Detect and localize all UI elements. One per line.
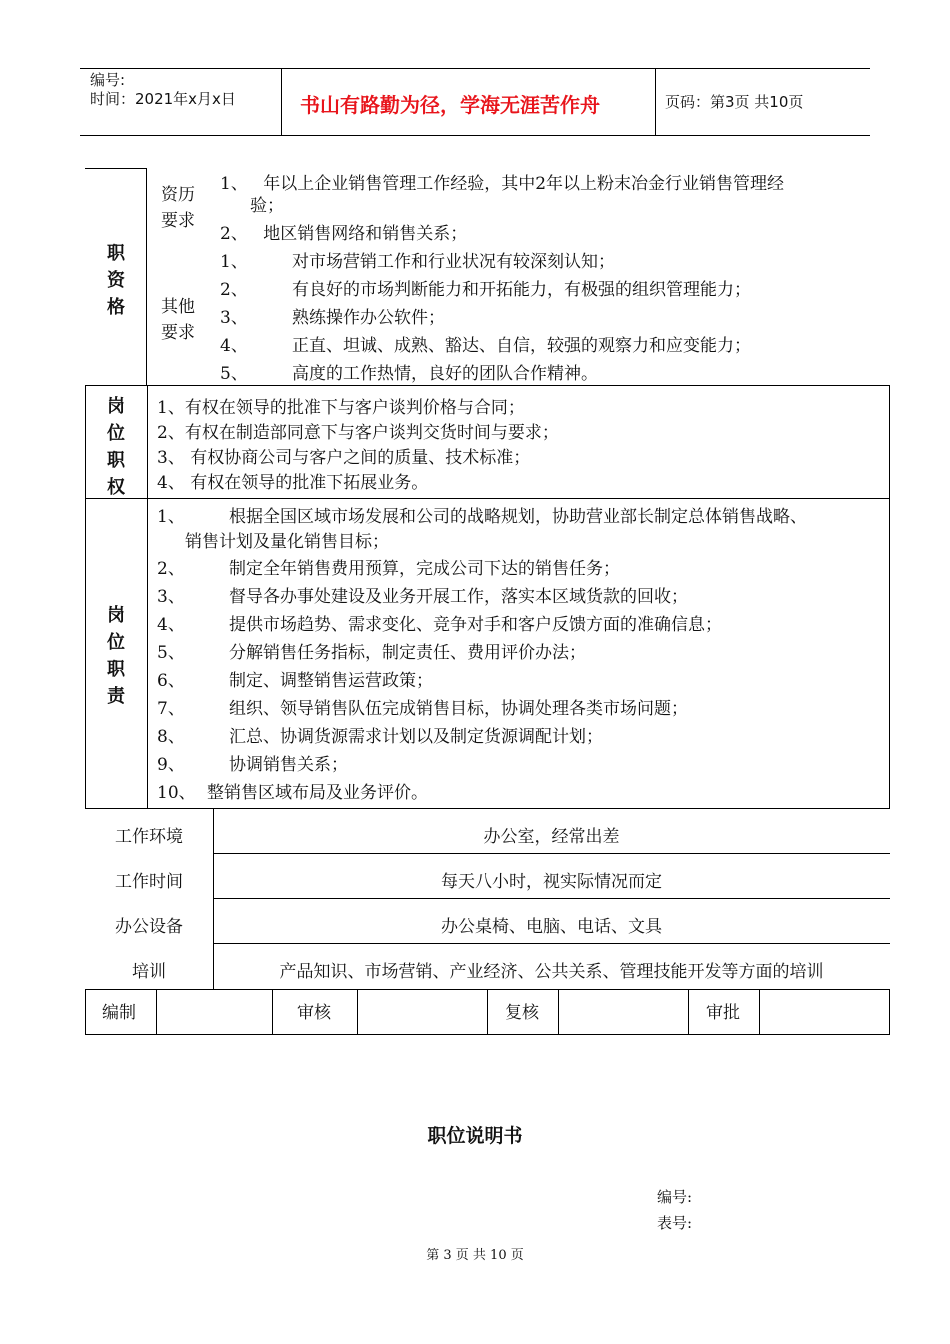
- authority-item-4: 4、 有权在领导的批准下拓展业务。: [157, 473, 429, 493]
- table-left-rule: [85, 385, 86, 809]
- experience-label: 资历 要求: [161, 185, 195, 231]
- qualification-title: 职 资 格: [107, 243, 125, 318]
- qual-top-stub-rule: [85, 168, 147, 169]
- authority-item-3: 3、 有权协商公司与客户之间的质量、技术标准；: [157, 448, 531, 468]
- header-divider-2: [655, 68, 656, 136]
- header-bottom-rule: [80, 135, 870, 136]
- header-motto: 书山有路勤为径，学海无涯苦作舟: [300, 93, 600, 117]
- duty-item-8: 8、 汇总、协调货源需求计划以及制定货源调配计划；: [157, 727, 603, 747]
- duty-item-1-cont: 销售计划及量化销售目标；: [185, 532, 389, 552]
- next-page-title: 职位说明书: [427, 1125, 523, 1147]
- approval-prepared-label: 编制: [102, 1003, 136, 1023]
- approval-rule-5: [558, 989, 559, 1035]
- duty-item-4: 4、 提供市场趋势、需求变化、竞争对手和客户反馈方面的准确信息；: [157, 615, 722, 635]
- duties-title: 岗 位 职 责: [107, 605, 125, 707]
- other-item-3: 3、 熟练操作办公软件；: [220, 308, 445, 328]
- condition-label-environment: 工作环境: [115, 827, 183, 847]
- duty-item-9: 9、 协调销售关系；: [157, 755, 348, 775]
- condition-label-equipment: 办公设备: [115, 917, 183, 937]
- table-label-col-rule: [147, 385, 148, 809]
- duties-bottom-rule: [85, 808, 890, 809]
- approval-rule-4: [487, 989, 488, 1035]
- experience-item-2: 2、 地区销售网络和销售关系；: [220, 224, 468, 244]
- duty-item-6: 6、 制定、调整销售运营政策；: [157, 671, 433, 691]
- approval-review-label: 审核: [297, 1003, 331, 1023]
- conditions-rule-2: [213, 898, 890, 899]
- approval-approve-label: 审批: [706, 1003, 740, 1023]
- header-time-label: 时间：2021年x月x日: [90, 90, 236, 108]
- authority-title: 岗 位 职 权: [107, 396, 125, 498]
- duty-item-10: 10、 整销售区域布局及业务评价。: [157, 783, 428, 803]
- next-page-form-label: 表号:: [657, 1214, 693, 1232]
- header-top-rule: [80, 68, 870, 69]
- approval-rule-3: [357, 989, 358, 1035]
- next-page-code-label: 编号:: [657, 1188, 693, 1206]
- authority-item-1: 1、有权在领导的批准下与客户谈判价格与合同；: [157, 398, 525, 418]
- approval-rule-6: [688, 989, 689, 1035]
- approval-recheck-label: 复核: [505, 1003, 539, 1023]
- condition-label-time: 工作时间: [115, 872, 183, 892]
- table-right-rule: [889, 385, 890, 809]
- duty-item-3: 3、 督导各办事处建设及业务开展工作，落实本区域货款的回收；: [157, 587, 688, 607]
- header-code-label: 编号:: [90, 71, 126, 89]
- other-item-2: 2、 有良好的市场判断能力和开拓能力，有极强的组织管理能力；: [220, 280, 751, 300]
- other-item-1: 1、 对市场营销工作和行业状况有较深刻认知；: [220, 252, 615, 272]
- other-item-5: 5、 高度的工作热情，良好的团队合作精神。: [220, 364, 598, 384]
- duty-item-1: 1、 根据全国区域市场发展和公司的战略规划，协助营业部长制定总体销售战略、: [157, 507, 807, 527]
- footer-page-number: 第 3 页 共 10 页: [426, 1248, 524, 1263]
- condition-value-time: 每天八小时，视实际情况而定: [441, 872, 662, 892]
- duty-item-5: 5、 分解销售任务指标，制定责任、费用评价办法；: [157, 643, 586, 663]
- authority-item-2: 2、有权在制造部同意下与客户谈判交货时间与要求；: [157, 423, 559, 443]
- other-item-4: 4、 正直、坦诚、成熟、豁达、自信，较强的观察力和应变能力；: [220, 336, 751, 356]
- conditions-rule-3: [213, 943, 890, 944]
- experience-item-1-cont: 验；: [250, 196, 284, 216]
- condition-label-training: 培训: [132, 962, 166, 982]
- condition-value-equipment: 办公桌椅、电脑、电话、文具: [441, 917, 662, 937]
- approval-rule-2: [272, 989, 273, 1035]
- qual-left-rule: [146, 168, 147, 385]
- authority-bottom-rule: [85, 498, 890, 499]
- approval-right-rule: [889, 989, 890, 1035]
- approval-left-rule: [85, 989, 86, 1035]
- condition-value-environment: 办公室，经常出差: [483, 827, 620, 847]
- condition-value-training: 产品知识、市场营销、产业经济、公共关系、管理技能开发等方面的培训: [279, 962, 824, 982]
- header-page-info: 页码：第3页 共10页: [665, 93, 804, 111]
- experience-item-1: 1、 年以上企业销售管理工作经验，其中2年以上粉末冶金行业销售管理经: [220, 174, 785, 194]
- approval-rule-7: [759, 989, 760, 1035]
- other-label: 其他 要求: [161, 297, 195, 343]
- table-top-rule: [85, 385, 890, 386]
- duty-item-2: 2、 制定全年销售费用预算，完成公司下达的销售任务；: [157, 559, 620, 579]
- approval-rule-1: [156, 989, 157, 1035]
- conditions-rule-1: [213, 853, 890, 854]
- header-divider-1: [281, 68, 282, 136]
- duty-item-7: 7、 组织、领导销售队伍完成销售目标，协调处理各类市场问题；: [157, 699, 688, 719]
